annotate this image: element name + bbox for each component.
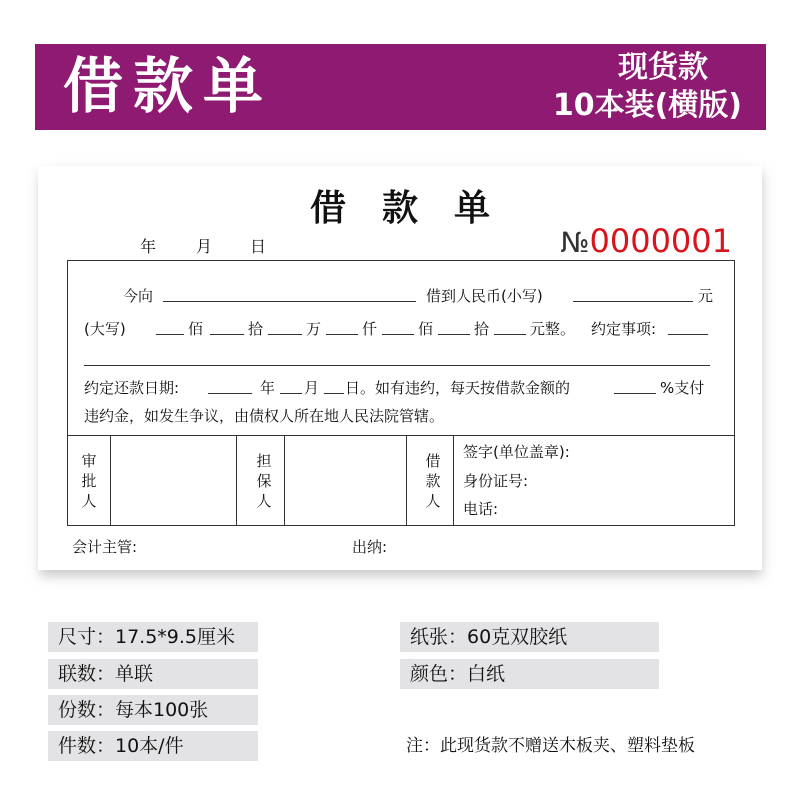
line1-end: 元 — [698, 287, 714, 305]
serial-prefix: № — [560, 226, 590, 259]
divider — [236, 435, 237, 525]
blank — [438, 334, 470, 335]
unit: 拾 — [248, 320, 264, 338]
note-text: 注：此现货款不赠送木板夹、塑料垫板 — [406, 736, 695, 756]
form-title: 借款单 — [309, 187, 526, 229]
blank — [614, 393, 656, 394]
approver-label: 审批人 — [81, 452, 97, 510]
repay-day-text: 日。如有违约，每天按借款金额的 — [345, 379, 571, 397]
repay-percent: %支付 — [660, 379, 705, 397]
blank — [268, 334, 302, 335]
month-label: 月 — [196, 237, 213, 256]
signature-divider — [68, 435, 734, 436]
blank — [494, 334, 526, 335]
banner-subtitle-stock: 现货款 — [618, 50, 708, 85]
banner-subtitle-pack: 10本装(横版) — [552, 88, 742, 123]
blank — [382, 334, 414, 335]
unit: 拾 — [474, 320, 490, 338]
year-label: 年 — [140, 237, 157, 256]
divider — [453, 435, 454, 525]
serial-value: 0000001 — [589, 222, 732, 260]
unit: 万 — [306, 320, 322, 338]
penalty-text: 违约金，如发生争议，由债权人所在地人民法院管辖。 — [84, 407, 445, 425]
unit: 佰 — [188, 320, 204, 338]
blank — [210, 334, 244, 335]
spec-color: 颜色：白纸 — [400, 659, 659, 689]
line1-lead: 今向 — [123, 287, 154, 305]
divider — [284, 435, 285, 525]
divider — [110, 435, 111, 525]
repay-label: 约定还款日期: — [84, 379, 180, 397]
guarantor-label: 担保人 — [256, 452, 272, 510]
unit: 仟 — [362, 320, 378, 338]
blank — [208, 393, 252, 394]
terms-line — [84, 365, 710, 366]
cashier-label: 出纳: — [352, 538, 388, 556]
banner-title: 借款单 — [63, 52, 273, 122]
lender-blank — [163, 301, 416, 302]
line1-mid: 借到人民币(小写) — [426, 287, 543, 305]
serial-number — [560, 222, 732, 260]
spec-pieces: 件数：10本/件 — [48, 731, 258, 761]
spec-copies: 联数：单联 — [48, 659, 258, 689]
unit: 佰 — [418, 320, 434, 338]
borrower-label: 借款人 — [425, 452, 441, 510]
spec-count: 份数：每本100张 — [48, 695, 258, 725]
repay-year: 年 — [260, 379, 276, 397]
blank — [156, 334, 184, 335]
blank — [324, 393, 344, 394]
amount-lower-blank — [573, 301, 693, 302]
phone-label: 电话: — [463, 500, 499, 518]
header-banner — [35, 44, 766, 130]
line2-lead: (大写) — [84, 320, 126, 338]
spec-paper: 纸张：60克双胶纸 — [400, 622, 659, 652]
divider — [406, 435, 407, 525]
day-label: 日 — [250, 237, 267, 256]
terms-label: 约定事项: — [591, 320, 657, 338]
loan-form-card — [38, 166, 762, 570]
form-body — [67, 260, 735, 526]
blank — [326, 334, 358, 335]
accountant-label: 会计主管: — [72, 538, 138, 556]
unit-yuan: 元整。 — [530, 320, 576, 338]
blank — [280, 393, 302, 394]
terms-blank — [668, 334, 708, 335]
repay-month: 月 — [304, 379, 320, 397]
spec-size: 尺寸：17.5*9.5厘米 — [48, 622, 258, 652]
sign-label: 签字(单位盖章): — [463, 443, 570, 461]
id-label: 身份证号: — [463, 472, 529, 490]
